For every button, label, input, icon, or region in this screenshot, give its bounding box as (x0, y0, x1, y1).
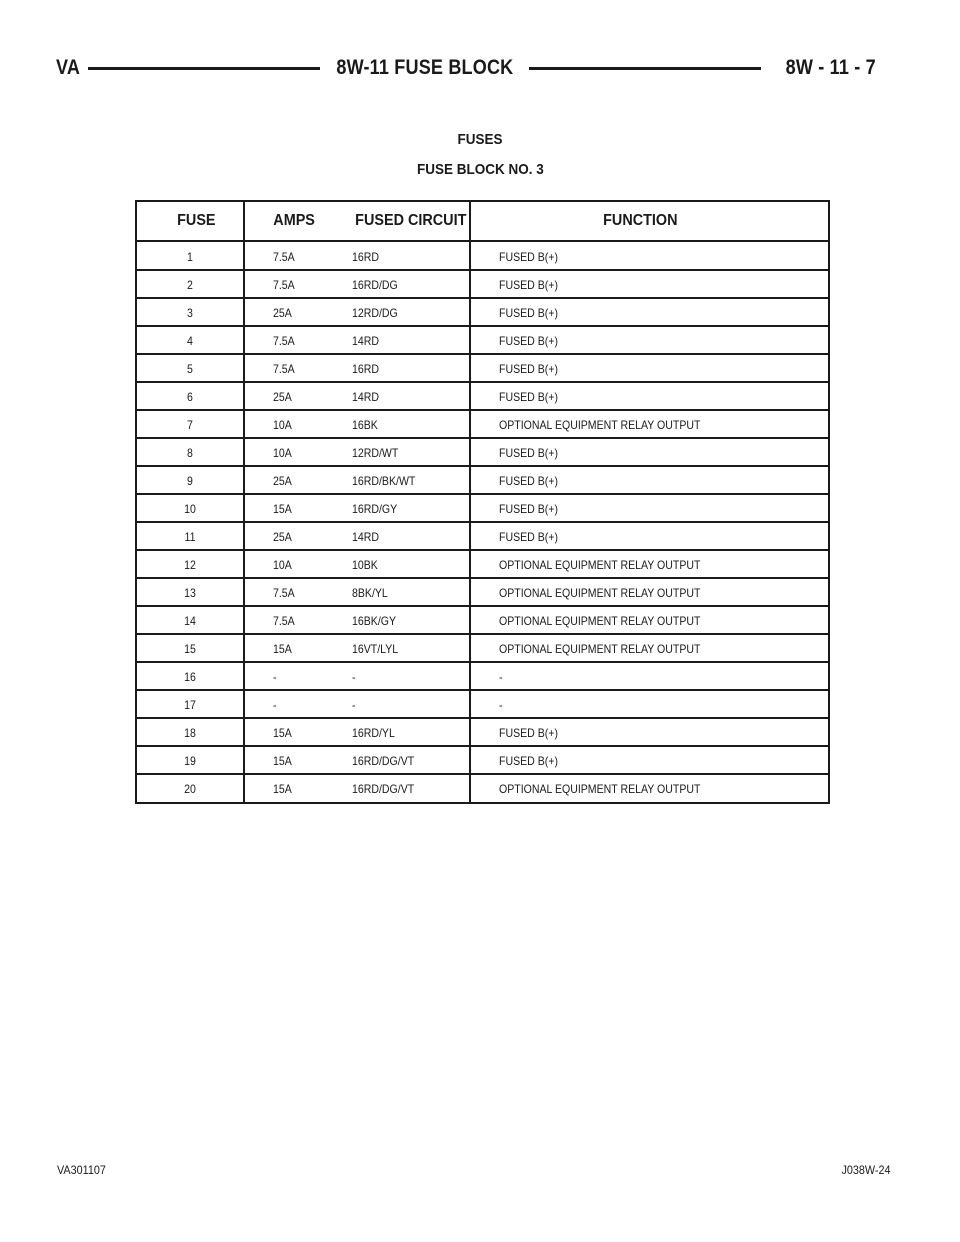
table-row (137, 634, 828, 662)
fuse-number-cell: 19 (184, 754, 196, 768)
table-row (137, 494, 828, 522)
function-cell: OPTIONAL EQUIPMENT RELAY OUTPUT (499, 558, 701, 572)
fused-circuit-cell: 12RD/DG (352, 306, 398, 320)
fused-circuit-cell: 16RD/BK/WT (352, 474, 416, 488)
table-row (137, 382, 828, 410)
fuse-number-cell: 11 (184, 530, 196, 544)
amps-cell: 25A (273, 474, 292, 488)
fuse-number-cell: 5 (187, 362, 193, 376)
table-row (137, 270, 828, 298)
amps-cell: - (273, 670, 277, 684)
function-cell: - (499, 698, 503, 712)
table-row (137, 466, 828, 494)
function-cell: OPTIONAL EQUIPMENT RELAY OUTPUT (499, 614, 701, 628)
fused-circuit-cell: 16RD/DG (352, 278, 398, 292)
function-cell: FUSED B(+) (499, 334, 558, 348)
amps-cell: 25A (273, 306, 292, 320)
column-header-fused-circuit: FUSED CIRCUIT (355, 212, 467, 229)
column-header-amps: AMPS (273, 212, 315, 229)
table-row (137, 298, 828, 326)
fused-circuit-cell: 16RD/DG/VT (352, 754, 415, 768)
fuse-number-cell: 2 (187, 278, 193, 292)
fuse-number-cell: 7 (187, 418, 193, 432)
header-section-title: 8W-11 FUSE BLOCK (336, 56, 514, 79)
amps-cell: 10A (273, 558, 292, 572)
header-left-label: VA (56, 56, 81, 79)
amps-cell: 7.5A (273, 586, 295, 600)
amps-cell: 7.5A (273, 278, 295, 292)
amps-cell: 15A (273, 642, 292, 656)
fuse-number-cell: 9 (187, 474, 193, 488)
table-row (137, 690, 828, 718)
table-row (137, 606, 828, 634)
table-row (137, 774, 828, 802)
table-row (137, 746, 828, 774)
fused-circuit-cell: 16RD (352, 250, 380, 264)
header-page-number: 8W - 11 - 7 (785, 56, 877, 79)
fused-circuit-cell: 16RD/GY (352, 502, 398, 516)
function-cell: FUSED B(+) (499, 474, 558, 488)
amps-cell: 10A (273, 418, 292, 432)
fused-circuit-cell: 14RD (352, 390, 380, 404)
amps-cell: 10A (273, 446, 292, 460)
function-cell: FUSED B(+) (499, 446, 558, 460)
function-cell: FUSED B(+) (499, 502, 558, 516)
fused-circuit-cell: 10BK (352, 558, 378, 572)
fuse-number-cell: 12 (184, 558, 196, 572)
table-row (137, 662, 828, 690)
drawing-code: J038W-24 (840, 1163, 890, 1177)
function-cell: FUSED B(+) (499, 726, 558, 740)
fuse-table (135, 200, 830, 804)
amps-cell: 15A (273, 782, 292, 796)
fuse-number-cell: 8 (187, 446, 193, 460)
amps-cell: 7.5A (273, 334, 295, 348)
fuse-number-cell: 14 (184, 614, 196, 628)
table-row (137, 550, 828, 578)
table-row (137, 410, 828, 438)
header-rule-left (88, 67, 320, 70)
fuse-number-cell: 6 (187, 390, 193, 404)
amps-cell: - (273, 698, 277, 712)
page-title: FUSES (457, 131, 503, 148)
fused-circuit-cell: - (352, 670, 356, 684)
fused-circuit-cell: 16BK (352, 418, 378, 432)
fuse-number-cell: 20 (184, 782, 196, 796)
fused-circuit-cell: 16VT/LYL (352, 642, 399, 656)
fuse-number-cell: 1 (187, 250, 193, 264)
function-cell: FUSED B(+) (499, 390, 558, 404)
amps-cell: 15A (273, 726, 292, 740)
page-header (56, 54, 876, 82)
function-cell: FUSED B(+) (499, 278, 558, 292)
table-row (137, 326, 828, 354)
fused-circuit-cell: 14RD (352, 334, 380, 348)
function-cell: FUSED B(+) (499, 250, 558, 264)
table-row (137, 718, 828, 746)
fuse-number-cell: 18 (184, 726, 196, 740)
figure-id: VA301107 (57, 1163, 106, 1177)
fuse-number-cell: 4 (187, 334, 193, 348)
fused-circuit-cell: - (352, 698, 356, 712)
fuse-number-cell: 10 (184, 502, 196, 516)
table-header (137, 202, 828, 240)
table-row (137, 242, 828, 270)
column-header-function: FUNCTION (603, 212, 678, 229)
function-cell: OPTIONAL EQUIPMENT RELAY OUTPUT (499, 782, 701, 796)
amps-cell: 7.5A (273, 614, 295, 628)
page-subtitle: FUSE BLOCK NO. 3 (416, 161, 544, 178)
function-cell: OPTIONAL EQUIPMENT RELAY OUTPUT (499, 418, 701, 432)
amps-cell: 15A (273, 502, 292, 516)
fused-circuit-cell: 8BK/YL (352, 586, 388, 600)
fuse-number-cell: 3 (187, 306, 193, 320)
fused-circuit-cell: 16RD/DG/VT (352, 782, 415, 796)
function-cell: FUSED B(+) (499, 306, 558, 320)
amps-cell: 15A (273, 754, 292, 768)
fused-circuit-cell: 14RD (352, 530, 380, 544)
fuse-number-cell: 15 (184, 642, 196, 656)
fuse-number-cell: 17 (184, 698, 196, 712)
fused-circuit-cell: 16BK/GY (352, 614, 397, 628)
table-row (137, 354, 828, 382)
function-cell: OPTIONAL EQUIPMENT RELAY OUTPUT (499, 642, 701, 656)
function-cell: FUSED B(+) (499, 362, 558, 376)
table-row (137, 578, 828, 606)
header-rule-right (529, 67, 761, 70)
fused-circuit-cell: 16RD/YL (352, 726, 395, 740)
amps-cell: 25A (273, 390, 292, 404)
amps-cell: 7.5A (273, 250, 295, 264)
function-cell: - (499, 670, 503, 684)
fused-circuit-cell: 12RD/WT (352, 446, 399, 460)
fuse-number-cell: 16 (184, 670, 196, 684)
function-cell: OPTIONAL EQUIPMENT RELAY OUTPUT (499, 586, 701, 600)
amps-cell: 25A (273, 530, 292, 544)
amps-cell: 7.5A (273, 362, 295, 376)
column-header-fuse: FUSE (177, 212, 216, 229)
function-cell: FUSED B(+) (499, 530, 558, 544)
function-cell: FUSED B(+) (499, 754, 558, 768)
table-row (137, 438, 828, 466)
fuse-number-cell: 13 (184, 586, 196, 600)
table-row (137, 522, 828, 550)
fused-circuit-cell: 16RD (352, 362, 380, 376)
